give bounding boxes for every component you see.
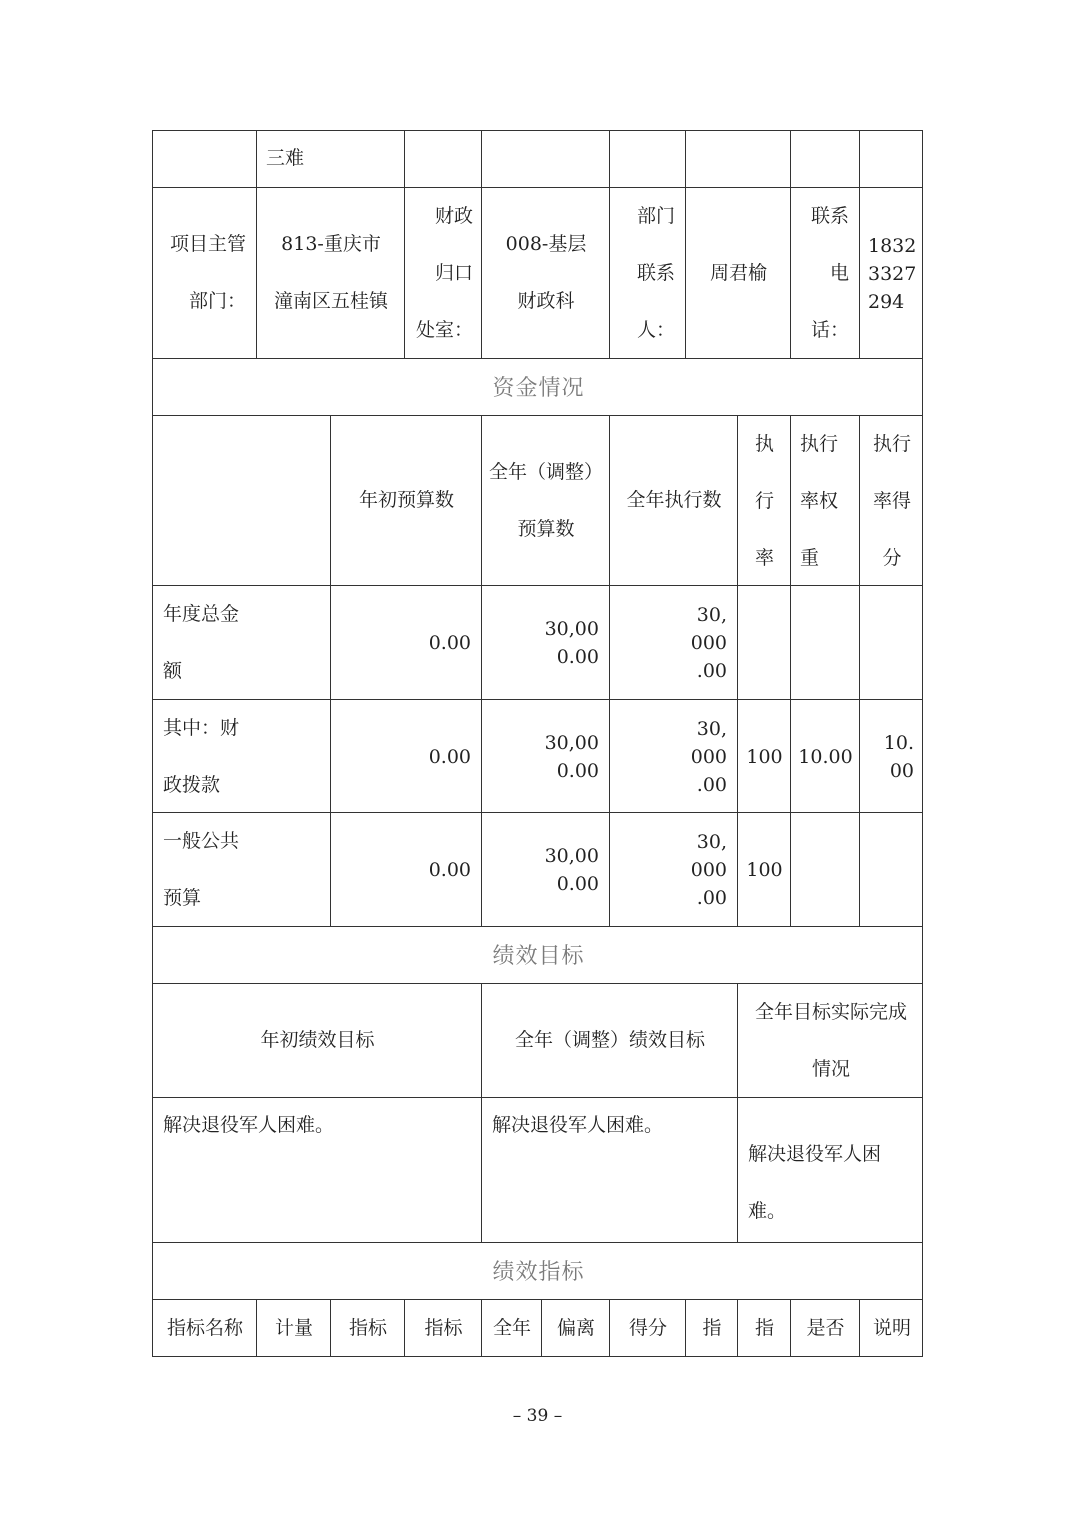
table-cell [859, 812, 923, 926]
table-cell [609, 1299, 685, 1357]
executed-header: 全年执行数 [626, 489, 722, 511]
table-cell [152, 1299, 256, 1357]
table-row [152, 699, 330, 812]
table-cell [481, 1299, 541, 1357]
initial-goal-text: 解决退役军人困难。 [163, 1114, 335, 1136]
table-cell [152, 415, 330, 585]
section-header [152, 1242, 923, 1299]
table-cell [859, 1299, 923, 1357]
initial-budget-header: 年初预算数 [358, 489, 454, 511]
table-cell [737, 983, 923, 1097]
indicator-header: 全年 [492, 1317, 531, 1339]
funds-row-label: 一般公共 预算 [163, 830, 240, 909]
project-name-continuation: 三难 [266, 147, 305, 169]
table-row [152, 585, 330, 699]
executed-value: 30, 000 .00 [690, 718, 727, 796]
actual-completion-text: 解决退役军人困 难。 [748, 1143, 882, 1222]
table-cell [609, 699, 737, 812]
rate-weight-value: 10.00 [798, 746, 853, 768]
table-cell [790, 187, 859, 358]
table-cell [256, 1299, 330, 1357]
table-cell [481, 699, 609, 812]
table-cell [152, 187, 256, 358]
execution-rate-value: 100 [746, 746, 783, 768]
adjusted-budget-value: 30,00 0.00 [544, 618, 599, 668]
table-cell [481, 812, 609, 926]
execution-rate-value: 100 [746, 859, 783, 881]
table-cell [685, 130, 790, 187]
managing-dept-value: 813-重庆市 潼南区五桂镇 [273, 233, 388, 312]
table-cell [330, 1299, 404, 1357]
table-cell [790, 699, 859, 812]
indicators-section-title: 绩效指标 [492, 1260, 585, 1285]
executed-value: 30, 000 .00 [690, 831, 727, 909]
table-cell [481, 585, 609, 699]
contact-person-label: 部门 联系 人： [636, 205, 675, 341]
initial-budget-value: 0.00 [428, 746, 471, 768]
table-cell [859, 187, 923, 358]
table-cell [330, 699, 481, 812]
table-cell [404, 187, 481, 358]
table-cell [404, 130, 481, 187]
rate-weight-header: 执行 率权 重 [800, 433, 839, 569]
actual-completion-header: 全年目标实际完成 情况 [754, 1001, 907, 1080]
table-cell [790, 585, 859, 699]
table-cell [859, 585, 923, 699]
table-row [152, 812, 330, 926]
table-cell [737, 585, 790, 699]
funds-row-label: 其中：财 政拨款 [163, 717, 240, 796]
table-cell [609, 187, 685, 358]
indicator-header: 指 [702, 1317, 722, 1339]
table-cell [256, 130, 404, 187]
table-cell [790, 415, 859, 585]
funds-row-label: 年度总金 额 [163, 603, 240, 682]
section-header [152, 358, 923, 415]
managing-dept-label: 项目主管 部门： [169, 233, 246, 312]
indicator-header: 是否 [806, 1317, 845, 1339]
initial-budget-value: 0.00 [428, 859, 471, 881]
table-cell [737, 812, 790, 926]
section-header [152, 926, 923, 983]
adjusted-budget-value: 30,00 0.00 [544, 845, 599, 895]
table-cell [330, 812, 481, 926]
table-cell [330, 415, 481, 585]
table-cell [481, 415, 609, 585]
indicator-header: 得分 [628, 1317, 667, 1339]
rate-score-header: 执行 率得 分 [872, 433, 911, 569]
table-cell [737, 699, 790, 812]
table-cell [609, 585, 737, 699]
table-cell [859, 130, 923, 187]
table-cell [481, 187, 609, 358]
table-cell [737, 1097, 923, 1242]
table-cell [685, 187, 790, 358]
table-cell [790, 130, 859, 187]
finance-office-value: 008-基层 财政科 [505, 233, 587, 312]
table-cell [737, 415, 790, 585]
contact-person-value: 周君榆 [709, 262, 767, 284]
funds-section-title: 资金情况 [492, 376, 585, 401]
indicator-header: 指 [754, 1317, 774, 1339]
indicator-header: 计量 [274, 1317, 313, 1339]
table-cell [330, 585, 481, 699]
adjusted-budget-header: 全年（调整） 预算数 [488, 461, 603, 540]
indicator-header: 指标 [348, 1317, 387, 1339]
execution-rate-header: 执 行 率 [754, 433, 774, 569]
contact-phone-value: 1832 3327 294 [868, 235, 917, 313]
table-cell [404, 1299, 481, 1357]
contact-phone-label: 联系 电 话： [810, 205, 849, 341]
table-cell [859, 415, 923, 585]
finance-office-label: 财政 归口 处室： [415, 205, 473, 341]
indicator-header: 指标名称 [166, 1317, 243, 1339]
table-cell [481, 130, 609, 187]
table-cell [609, 812, 737, 926]
indicator-header: 偏离 [556, 1317, 595, 1339]
table-cell [256, 187, 404, 358]
table-cell [790, 812, 859, 926]
table-cell [481, 983, 737, 1097]
goals-section-title: 绩效目标 [492, 944, 585, 969]
table-cell [859, 699, 923, 812]
indicator-header: 指标 [424, 1317, 463, 1339]
indicator-header: 说明 [872, 1317, 911, 1339]
table-cell [609, 415, 737, 585]
table-cell [152, 1097, 481, 1242]
table-cell [152, 983, 481, 1097]
initial-goal-header: 年初绩效目标 [260, 1029, 375, 1051]
table-cell [541, 1299, 609, 1357]
executed-value: 30, 000 .00 [690, 604, 727, 682]
table-cell [152, 130, 256, 187]
adjusted-budget-value: 30,00 0.00 [544, 732, 599, 782]
adjusted-goal-header: 全年（调整）绩效目标 [514, 1029, 705, 1051]
table-cell [609, 130, 685, 187]
initial-budget-value: 0.00 [428, 632, 471, 654]
table-cell [481, 1097, 737, 1242]
page-number: – 39 – [512, 1406, 563, 1426]
table-cell [790, 1299, 859, 1357]
adjusted-goal-text: 解决退役军人困难。 [492, 1114, 664, 1136]
table-cell [685, 1299, 737, 1357]
table-cell [737, 1299, 790, 1357]
rate-score-value: 10. 00 [883, 732, 914, 782]
